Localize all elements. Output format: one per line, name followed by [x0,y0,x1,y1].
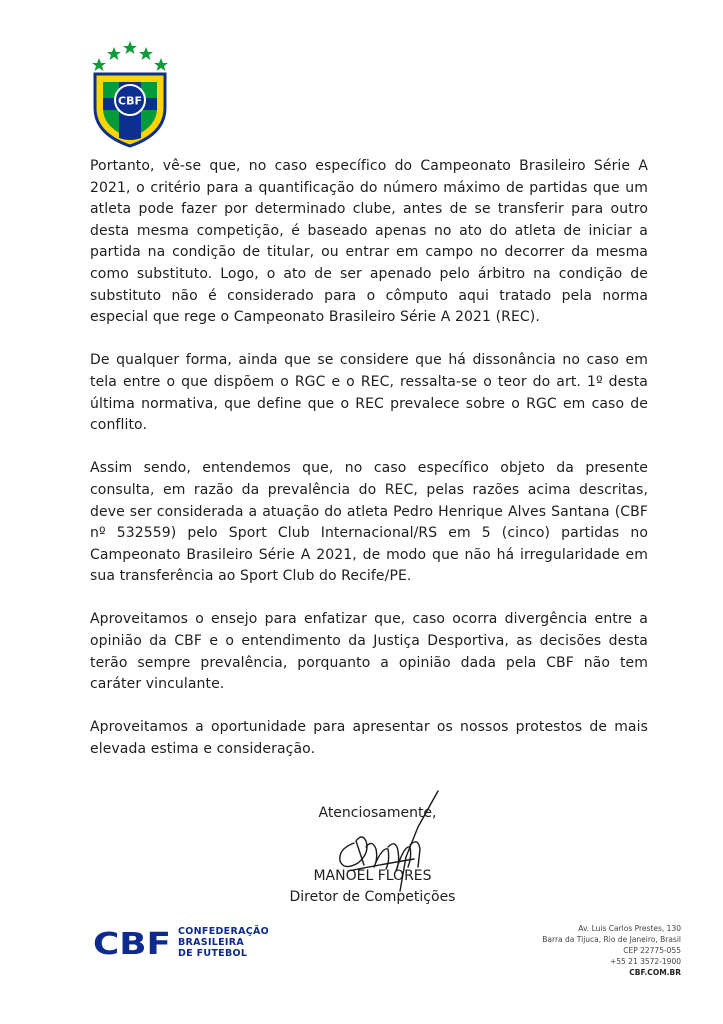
org-line-2: BRASILEIRA [178,937,245,948]
paragraph-2: De qualquer forma, ainda que se considere que há dissonância no caso em tela entre o que dispõem o RGC e o REC, ressalta-se o teor do art. 1º desta última normativa, que define que o REC prevalece sobre o RGC em caso de conflito. [90,352,648,434]
crest-monogram: CBF [118,94,142,108]
salutation: Atenciosamente, [318,805,437,821]
footer-org-name [178,926,278,959]
paragraph-5: Aproveitamos a oportunidade para apresentar os nossos protestos de mais elevada estima e consideração. [90,719,648,758]
address-line-3: CEP 22775-055 [623,946,681,955]
website-link[interactable]: CBF.COM.BR [629,968,681,977]
org-line-3: DE FUTEBOL [178,948,248,959]
crest-stars [92,41,168,71]
address-line-2: Barra da Tijuca, Rio de Janeiro, Brasil [542,935,681,944]
address-line-4: +55 21 3572-1900 [609,957,681,966]
footer-logo-letters: CBF [93,928,171,958]
handwritten-signature [318,787,446,895]
footer-address [461,923,681,978]
signatory-role: Diretor de Competições [289,889,456,905]
letter-body [90,156,648,782]
signatory-name: MANOEL FLORES [313,868,432,884]
address-line-1: Av. Luis Carlos Prestes, 130 [578,924,681,933]
paragraph-1: Portanto, vê-se que, no caso específico do Campeonato Brasileiro Série A 2021, o critério para a quantificação do número máximo de partidas que um atleta pode fazer por determinado clube, antes de se transferir para outro desta mesma competição, é baseado apenas no ato do atleta de iniciar a partida na condição de titular, ou entrar em campo no decorrer da mesma como substituto. Logo, o ato de ser apenado pelo árbitro na condição de substituto não é considerado para o cômputo aqui tratado pela norma especial que rege o Campeonato Brasileiro Série A 2021 (REC). [90,158,648,326]
footer-cbf-logo [93,928,171,958]
paragraph-4: Aproveitamos o ensejo para enfatizar que, caso ocorra divergência entre a opinião da CBF e o entendimento da Justiça Desportiva, as decisões desta terão sempre prevalência, porquanto a opinião dada pela CBF não tem caráter vinculante. [90,611,648,693]
cbf-crest-logo [89,38,171,148]
paragraph-3: Assim sendo, entendemos que, no caso específico objeto da presente consulta, em razão da prevalência do REC, pelas razões acima descritas, deve ser considerada a atuação do atleta Pedro Henrique Alves Santana (CBF nº 532559) pelo Sport Club Internacional/RS em 5 (cinco) partidas no Campeonato Brasileiro Série A 2021, de modo que não há irregularidade em sua transferência ao Sport Club do Recife/PE. [90,460,648,585]
org-line-1: CONFEDERAÇÃO [178,926,270,937]
